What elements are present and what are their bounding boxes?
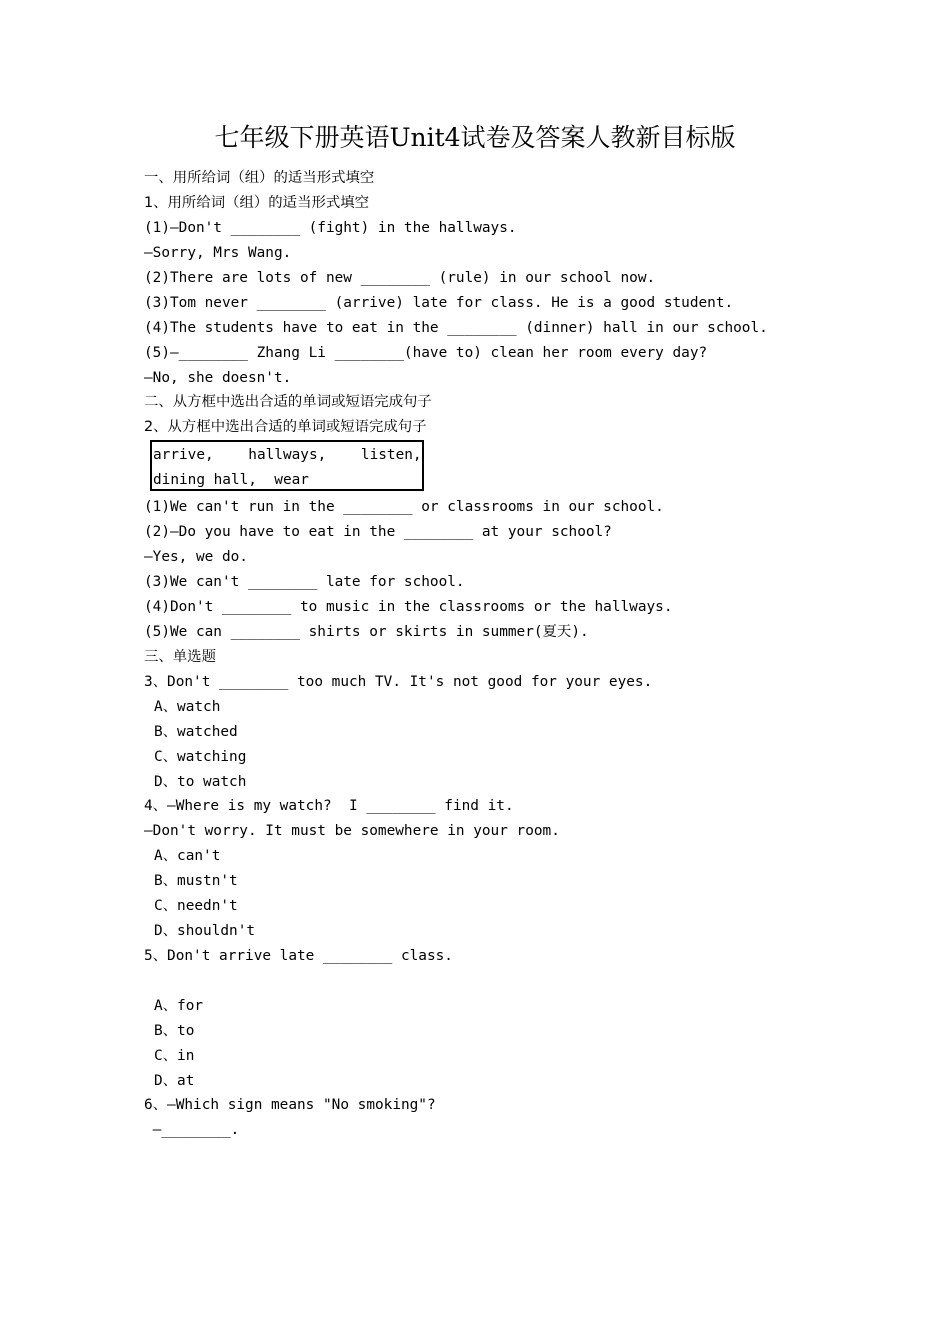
answer-option: C、in bbox=[154, 1048, 195, 1064]
question-stem: 4、—Where is my watch? I ________ find it. bbox=[144, 798, 514, 814]
answer-option: A、can't bbox=[154, 848, 221, 864]
question-line: (4)The students have to eat in the ________ (dinner) hall in our school. bbox=[144, 320, 768, 336]
question-stem: 6、—Which sign means "No smoking"? bbox=[144, 1097, 436, 1113]
question-stem: 5、Don't arrive late ________ class. bbox=[144, 948, 453, 964]
answer-option: D、shouldn't bbox=[154, 923, 256, 939]
question-line: (2)There are lots of new ________ (rule) in our school now. bbox=[144, 270, 656, 286]
question-line: (5)—________ Zhang Li ________(have to) clean her room every day? bbox=[144, 345, 708, 361]
word-box-line: dining hall, wear bbox=[153, 472, 309, 488]
section-heading-3: 三、单选题 bbox=[144, 649, 216, 665]
question-line: (1)We can't run in the ________ or classrooms in our school. bbox=[144, 499, 664, 515]
question-line: —Sorry, Mrs Wang. bbox=[144, 245, 292, 261]
answer-option: C、watching bbox=[154, 749, 247, 765]
question-line: (3)We can't ________ late for school. bbox=[144, 574, 465, 590]
question-line: (2)—Do you have to eat in the ________ at your school? bbox=[144, 524, 612, 540]
answer-option: A、watch bbox=[154, 699, 221, 715]
word-box bbox=[150, 440, 424, 491]
question-line: —No, she doesn't. bbox=[144, 370, 292, 386]
answer-option: D、at bbox=[154, 1073, 195, 1089]
document-title: 七年级下册英语Unit4试卷及答案人教新目标版 bbox=[214, 123, 736, 152]
question-heading-2: 2、从方框中选出合适的单词或短语完成句子 bbox=[144, 419, 427, 435]
question-line: (5)We can ________ shirts or skirts in summer(夏天). bbox=[144, 624, 589, 640]
section-heading-2: 二、从方框中选出合适的单词或短语完成句子 bbox=[144, 394, 432, 410]
question-line: (3)Tom never ________ (arrive) late for class. He is a good student. bbox=[144, 295, 734, 311]
question-line: —Yes, we do. bbox=[144, 549, 248, 565]
question-stem: —________. bbox=[144, 1122, 240, 1138]
answer-option: B、to bbox=[154, 1023, 195, 1039]
answer-option: B、mustn't bbox=[154, 873, 238, 889]
question-line: (4)Don't ________ to music in the classrooms or the hallways. bbox=[144, 599, 673, 615]
answer-option: D、to watch bbox=[154, 774, 247, 790]
section-heading-1: 一、用所给词（组）的适当形式填空 bbox=[144, 170, 375, 186]
question-heading-1: 1、用所给词（组）的适当形式填空 bbox=[144, 195, 370, 211]
word-box-line: arrive, hallways, listen, bbox=[153, 447, 422, 463]
answer-option: C、needn't bbox=[154, 898, 238, 914]
answer-option: A、for bbox=[154, 998, 204, 1014]
question-stem: 3、Don't ________ too much TV. It's not good for your eyes. bbox=[144, 674, 653, 690]
question-line: (1)—Don't ________ (fight) in the hallways. bbox=[144, 220, 517, 236]
question-stem: —Don't worry. It must be somewhere in your room. bbox=[144, 823, 560, 839]
answer-option: B、watched bbox=[154, 724, 238, 740]
